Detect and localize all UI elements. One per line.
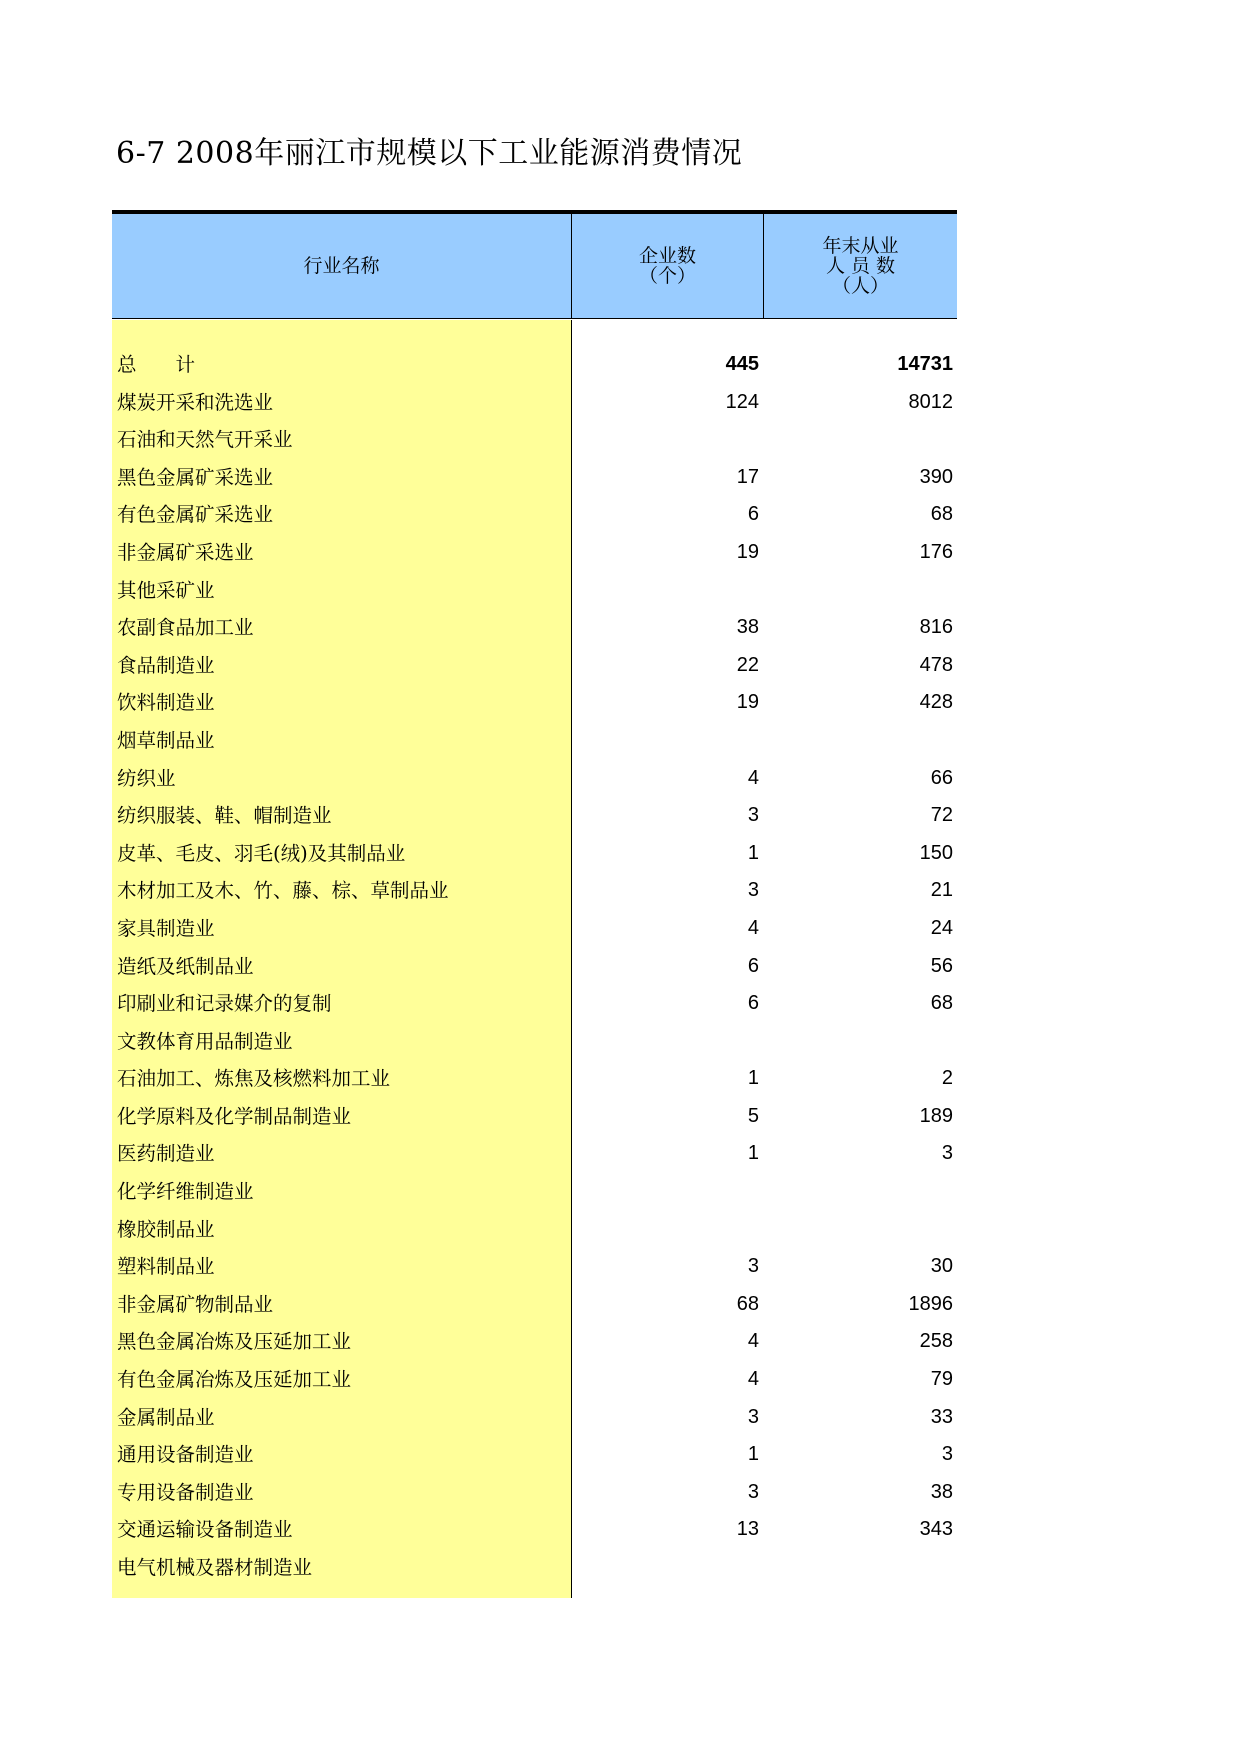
- employee-count-cell: 38: [930, 1480, 953, 1503]
- industry-name: 黑色金属矿采选业: [117, 465, 274, 489]
- table-row: [112, 1361, 957, 1399]
- industry-name: 纺织业: [117, 766, 176, 790]
- table-row: [112, 384, 957, 422]
- industry-name: 石油和天然气开采业: [117, 428, 293, 452]
- table-header: [112, 214, 957, 319]
- employee-count-cell: 8012: [908, 390, 953, 413]
- industry-name: 橡胶制品业: [117, 1217, 215, 1241]
- table-row: [112, 1135, 957, 1173]
- industry-name: 造纸及纸制品业: [117, 954, 254, 978]
- employee-count-cell: 390: [919, 465, 953, 488]
- table-row: [112, 572, 957, 610]
- table-row: [112, 760, 957, 798]
- enterprise-count-cell: 3: [747, 1480, 759, 1503]
- table-row: [112, 647, 957, 685]
- employee-count-cell: 2: [941, 1067, 953, 1090]
- table-row: [112, 1511, 957, 1549]
- industry-name: 化学原料及化学制品制造业: [117, 1104, 352, 1128]
- header-enterprise-count-line1: 企业数: [638, 245, 696, 267]
- industry-name: 家具制造业: [117, 916, 215, 940]
- industry-name: 有色金属冶炼及压延加工业: [117, 1368, 352, 1392]
- enterprise-count-cell: 6: [747, 954, 759, 977]
- industry-name: 食品制造业: [117, 653, 215, 677]
- industry-name: 有色金属矿采选业: [117, 503, 274, 527]
- employee-count-cell: 68: [930, 503, 953, 526]
- enterprise-count-cell: 6: [747, 992, 759, 1015]
- table-row: [112, 1211, 957, 1249]
- table-row: [112, 797, 957, 835]
- industry-name: 纺织服装、鞋、帽制造业: [117, 804, 332, 828]
- employee-count-cell: 21: [930, 879, 953, 902]
- enterprise-count-cell: 4: [747, 766, 759, 789]
- employee-count-cell: 30: [930, 1255, 953, 1278]
- employee-count-cell: 3: [941, 1142, 953, 1165]
- industry-name: 总 计: [117, 353, 196, 376]
- header-employee-count-line1: 年末从业: [822, 235, 899, 257]
- enterprise-count-cell: 3: [747, 1255, 759, 1278]
- industry-name: 非金属矿采选业: [117, 540, 254, 564]
- enterprise-count-cell: 19: [736, 540, 759, 563]
- table-row: [112, 1098, 957, 1136]
- table-row: [112, 609, 957, 647]
- industry-name: 石油加工、炼焦及核燃料加工业: [117, 1067, 391, 1091]
- table-row: [112, 985, 957, 1023]
- header-enterprise-count: [572, 214, 764, 318]
- table-row: [112, 1436, 957, 1474]
- industry-name: 金属制品业: [117, 1405, 215, 1429]
- table-body: [112, 320, 957, 1598]
- table-row: [112, 722, 957, 760]
- table-row: [112, 1474, 957, 1512]
- header-industry-name: [112, 214, 572, 318]
- enterprise-count-cell: 1: [747, 1443, 759, 1466]
- table-row: [112, 684, 957, 722]
- industry-name: 文教体育用品制造业: [117, 1029, 293, 1053]
- employee-count-cell: 3: [941, 1443, 953, 1466]
- enterprise-count-cell: 3: [747, 1405, 759, 1428]
- employee-count-cell: 68: [930, 992, 953, 1015]
- employee-count-cell: 1896: [908, 1292, 953, 1315]
- table-row: [112, 1286, 957, 1324]
- page-title: 6-7 2008年丽江市规模以下工业能源消费情况: [116, 136, 743, 171]
- industry-name: 印刷业和记录媒介的复制: [117, 992, 332, 1016]
- table-row: [112, 1323, 957, 1361]
- table-row: [112, 872, 957, 910]
- table-row: [112, 1549, 957, 1587]
- industry-name: 交通运输设备制造业: [117, 1518, 293, 1542]
- employee-count-cell: 72: [930, 804, 953, 827]
- industry-name: 通用设备制造业: [117, 1443, 254, 1467]
- industry-name: 专用设备制造业: [117, 1480, 254, 1504]
- industry-name: 饮料制造业: [117, 691, 215, 715]
- table-row: [112, 459, 957, 497]
- employee-count-cell: 428: [919, 691, 953, 714]
- table-row: [112, 1060, 957, 1098]
- employee-count-cell: 343: [919, 1518, 953, 1541]
- header-employee-count: [764, 214, 957, 318]
- employee-count-cell: 33: [930, 1405, 953, 1428]
- enterprise-count-cell: 4: [747, 1368, 759, 1391]
- employee-count-cell: 66: [930, 766, 953, 789]
- industry-name: 农副食品加工业: [117, 616, 254, 640]
- employee-count-cell: 258: [919, 1330, 953, 1353]
- enterprise-count-cell: 22: [736, 653, 759, 676]
- enterprise-count-cell: 4: [747, 916, 759, 939]
- industry-name: 医药制造业: [117, 1142, 215, 1166]
- industry-name: 非金属矿物制品业: [117, 1292, 274, 1316]
- table-row: [112, 948, 957, 986]
- enterprise-count-cell: 1: [747, 1067, 759, 1090]
- enterprise-count-cell: 1: [747, 1142, 759, 1165]
- enterprise-count-cell: 68: [736, 1292, 759, 1315]
- industry-name: 木材加工及木、竹、藤、棕、草制品业: [117, 879, 449, 903]
- enterprise-count-cell: 38: [736, 616, 759, 639]
- table-row: [112, 1023, 957, 1061]
- employee-count-cell: 478: [919, 653, 953, 676]
- enterprise-count-cell: 445: [725, 353, 759, 375]
- header-employee-count-line2: 人 员 数: [825, 255, 896, 277]
- employee-count-cell: 56: [930, 954, 953, 977]
- table-row: [112, 910, 957, 948]
- enterprise-count-cell: 3: [747, 804, 759, 827]
- table-row: [112, 421, 957, 459]
- enterprise-count-cell: 1: [747, 841, 759, 864]
- enterprise-count-cell: 19: [736, 691, 759, 714]
- industry-name: 其他采矿业: [117, 578, 215, 602]
- total-row: [112, 346, 957, 384]
- employee-count-cell: 24: [930, 916, 953, 939]
- table-row: [112, 1173, 957, 1211]
- enterprise-count-cell: 6: [747, 503, 759, 526]
- enterprise-count-cell: 5: [747, 1104, 759, 1127]
- enterprise-count-cell: 4: [747, 1330, 759, 1353]
- table-row: [112, 1399, 957, 1437]
- enterprise-count-cell: 13: [736, 1518, 759, 1541]
- table-row: [112, 835, 957, 873]
- table-rows: [112, 346, 957, 1587]
- employee-count-cell: 176: [919, 540, 953, 563]
- industry-name: 黑色金属冶炼及压延加工业: [117, 1330, 352, 1354]
- enterprise-count-cell: 3: [747, 879, 759, 902]
- employee-count-cell: 79: [930, 1368, 953, 1391]
- industry-name: 电气机械及器材制造业: [117, 1556, 313, 1579]
- employee-count-cell: 14731: [897, 353, 953, 375]
- industry-name: 煤炭开采和洗选业: [117, 390, 274, 414]
- industry-name: 皮革、毛皮、羽毛(绒)及其制品业: [117, 841, 406, 865]
- header-enterprise-count-line2: （个）: [638, 265, 696, 287]
- employee-count-cell: 189: [919, 1104, 953, 1127]
- table-row: [112, 1248, 957, 1286]
- enterprise-count-cell: 124: [725, 390, 759, 413]
- table-row: [112, 496, 957, 534]
- employee-count-cell: 816: [919, 616, 953, 639]
- industry-name: 塑料制品业: [117, 1255, 215, 1279]
- header-employee-count-line3: （人）: [831, 275, 889, 297]
- table-row: [112, 534, 957, 572]
- header-industry-name-label: 行业名称: [303, 255, 380, 277]
- enterprise-count-cell: 17: [736, 465, 759, 488]
- industry-name: 化学纤维制造业: [117, 1180, 254, 1204]
- employee-count-cell: 150: [919, 841, 953, 864]
- industry-name: 烟草制品业: [117, 728, 215, 752]
